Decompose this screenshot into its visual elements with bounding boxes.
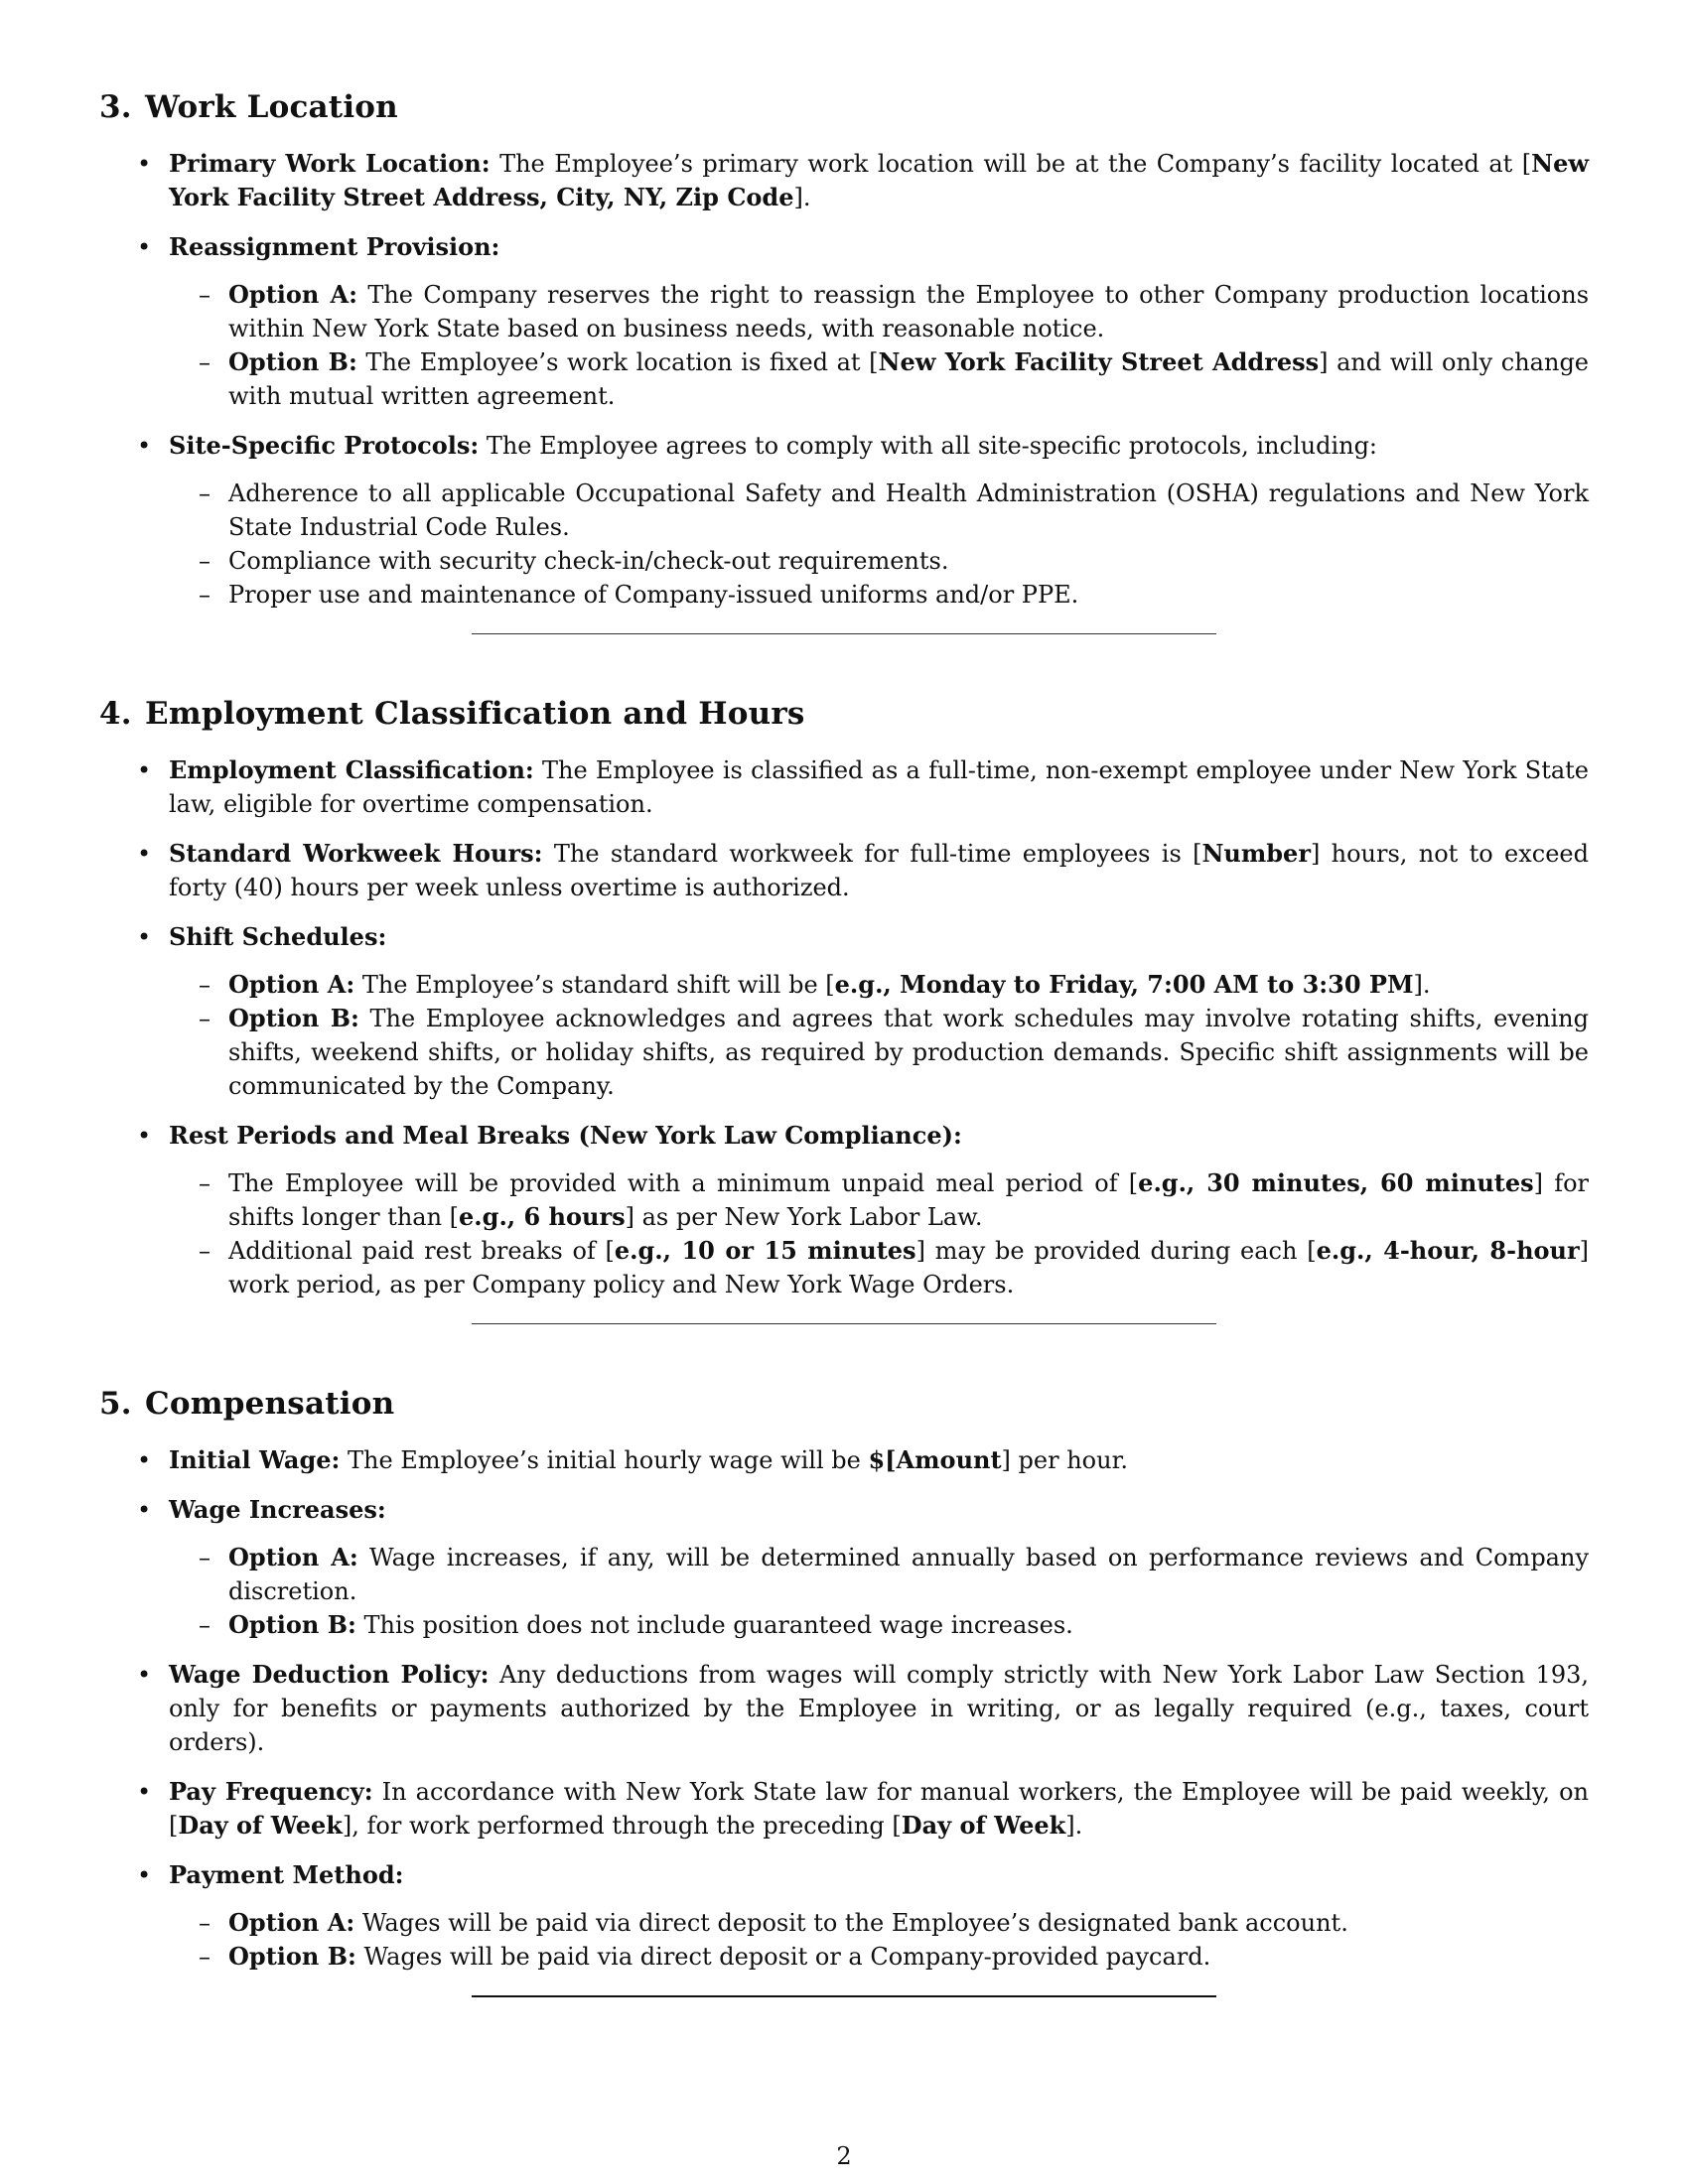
sub-list (169, 1166, 1589, 1301)
bullet-icon: • (137, 233, 152, 261)
dash-icon: – (199, 971, 211, 999)
list-item: • Payment Method: – Option A: Wages will be paid via direct deposit to the Employee’s designated bank account. – Option B: Wages will be paid via direct deposit or a Company-provided paycard. (99, 1858, 1589, 1974)
sub-list-item: – Option B: The Employee acknowledges and agrees that work schedules may involve rotating shifts, evening shifts, weekend shifts, or holiday shifts, as required by production demands. Specific shift assignments will be communicated by the Company. (199, 1004, 1589, 1100)
bullet-icon: • (137, 1496, 152, 1524)
list-item: • Primary Work Location: The Employee’s primary work location will be at the Company’s facility located at [New York Facility Street Address, City, NY, Zip Code]. (137, 149, 1589, 211)
dash-icon: – (199, 581, 211, 609)
bullet-list (99, 147, 1589, 612)
list-item: • Shift Schedules: – Option A: The Employee’s standard shift will be [e.g., Monday to Friday, 7:00 AM to 3:30 PM]. – Option B: The Employee acknowledges and agrees that work schedules may involve rotating shifts, evening shifts, weekend shifts, or holiday shifts, as required by production demands. Specific shift assignments will be communicated by the Company. (99, 920, 1589, 1103)
dash-icon: – (199, 1611, 211, 1639)
dash-icon: – (199, 1943, 211, 1971)
bullet-icon: • (137, 432, 152, 460)
section-employment-classification (99, 696, 1589, 1324)
bullet-icon: • (137, 1778, 152, 1806)
bullet-icon: • (137, 923, 152, 951)
bullet-icon: • (137, 150, 152, 178)
bullet-icon: • (137, 1661, 152, 1689)
bullet-list (99, 1443, 1589, 1974)
sub-list (169, 1541, 1589, 1642)
section-heading: 3. Work Location (99, 89, 398, 125)
section-compensation (99, 1386, 1589, 1997)
list-item: • Standard Workweek Hours: The standard workweek for full-time employees is [Number] hours, not to exceed forty (40) hours per week unless overtime is authorized. (137, 839, 1589, 901)
sub-list-item: – Option A: The Employee’s standard shift will be [e.g., Monday to Friday, 7:00 AM to 3:30 PM]. (169, 968, 1589, 1002)
section-divider (472, 1323, 1216, 1324)
bullet-icon: • (137, 1122, 152, 1150)
sub-list-item: – Option A: Wage increases, if any, will be determined annually based on performance reviews and Company discretion. (199, 1543, 1590, 1605)
dash-icon: – (199, 1005, 211, 1032)
section-heading: 5. Compensation (99, 1386, 395, 1422)
dash-icon: – (199, 281, 211, 309)
bullet-icon: • (137, 1446, 152, 1474)
list-item: • Initial Wage: The Employee’s initial hourly wage will be $[Amount] per hour. (99, 1443, 1589, 1477)
sub-list-item: – Proper use and maintenance of Company-issued uniforms and/or PPE. (169, 578, 1589, 612)
bullet-icon: • (137, 1861, 152, 1889)
sub-list-item: – Additional paid rest breaks of [e.g., 10 or 15 minutes] may be provided during each [e.g., 4-hour, 8-hour] work period, as per Company policy and New York Wage Orders. (199, 1236, 1590, 1298)
section-divider (472, 1995, 1216, 1997)
sub-list-item: – Option B: The Employee’s work location is fixed at [New York Facility Street Address] and will only change with mutual written agreement. (199, 347, 1590, 410)
dash-icon: – (199, 1237, 211, 1265)
dash-icon: – (199, 1909, 211, 1937)
section-work-location (99, 89, 1589, 634)
dash-icon: – (199, 348, 211, 376)
list-item: • Reassignment Provision: – Option A: The Company reserves the right to reassign the Employee to other Company production locations within New York State based on business needs, with reasonable notice. – Option B: The Employee’s work location is fixed at [New York Facility Street Address] and will only change with mutual written agreement. (99, 230, 1589, 413)
section-heading: 4. Employment Classification and Hours (99, 696, 805, 732)
bullet-list (99, 753, 1589, 1301)
dash-icon: – (199, 1544, 211, 1571)
sub-list-item: – The Employee will be provided with a minimum unpaid meal period of [e.g., 30 minutes, 60 minutes] for shifts longer than [e.g., 6 hours] as per New York Labor Law. (199, 1168, 1590, 1231)
sub-list-item: – Compliance with security check-in/check-out requirements. (169, 544, 1589, 578)
sub-list (169, 1906, 1589, 1974)
sub-list-item: – Option B: This position does not include guaranteed wage increases. (169, 1608, 1589, 1642)
list-item: • Rest Periods and Meal Breaks (New York Law Compliance): – The Employee will be provided with a minimum unpaid meal period of [e.g., 30 minutes, 60 minutes] for shifts longer than [e.g., 6 hours] as per New York Labor Law. – Additional paid rest breaks of [e.g., 10 or 15 minutes] may be provided during each [e.g., 4-hour, 8-hour] work period, as per Company policy and New York Wage Orders. (99, 1119, 1589, 1301)
list-item: • Pay Frequency: In accordance with New York State law for manual workers, the Employee will be paid weekly, on [Day of Week], for work performed through the preceding [Day of Week]. (137, 1777, 1589, 1840)
list-item: • Site-Specific Protocols: The Employee agrees to comply with all site-specific protocols, including: – Adherence to all applicable Occupational Safety and Health Administration (OSHA) regulations and New York State Industrial Code Rules. – Compliance with security check-in/check-out requirements. – Proper use and maintenance of Company-issued uniforms and/or PPE. (99, 429, 1589, 612)
bullet-icon: • (137, 840, 152, 868)
list-item: • Employment Classification: The Employee is classified as a full-time, non-exempt employee under New York State law, eligible for overtime compensation. (137, 755, 1589, 818)
sub-list-item: – Option A: Wages will be paid via direct deposit to the Employee’s designated bank account. (169, 1906, 1589, 1940)
sub-list-item: – Option A: The Company reserves the right to reassign the Employee to other Company production locations within New York State based on business needs, with reasonable notice. (199, 280, 1590, 342)
dash-icon: – (199, 547, 211, 575)
sub-list-item: – Adherence to all applicable Occupational Safety and Health Administration (OSHA) regulations and New York State Industrial Code Rules. (169, 477, 1589, 544)
list-item: • Wage Deduction Policy: Any deductions from wages will comply strictly with New York Labor Law Section 193, only for benefits or payments authorized by the Employee in writing, or as legally required (e.g., taxes, court orders). (137, 1660, 1589, 1756)
dash-icon: – (199, 479, 211, 507)
page-number: 2 (836, 2142, 852, 2170)
document-page (99, 89, 1589, 2059)
bullet-icon: • (137, 756, 152, 784)
list-item: • Wage Increases: – Option A: Wage increases, if any, will be determined annually based on performance reviews and Company discretion. – Option B: This position does not include guaranteed wage increases. (99, 1493, 1589, 1642)
sub-list-item: – Option B: Wages will be paid via direct deposit or a Company-provided paycard. (169, 1940, 1589, 1974)
sub-list (169, 477, 1589, 612)
sub-list (169, 968, 1589, 1103)
section-divider (472, 633, 1216, 634)
dash-icon: – (199, 1169, 211, 1197)
sub-list (169, 278, 1589, 413)
